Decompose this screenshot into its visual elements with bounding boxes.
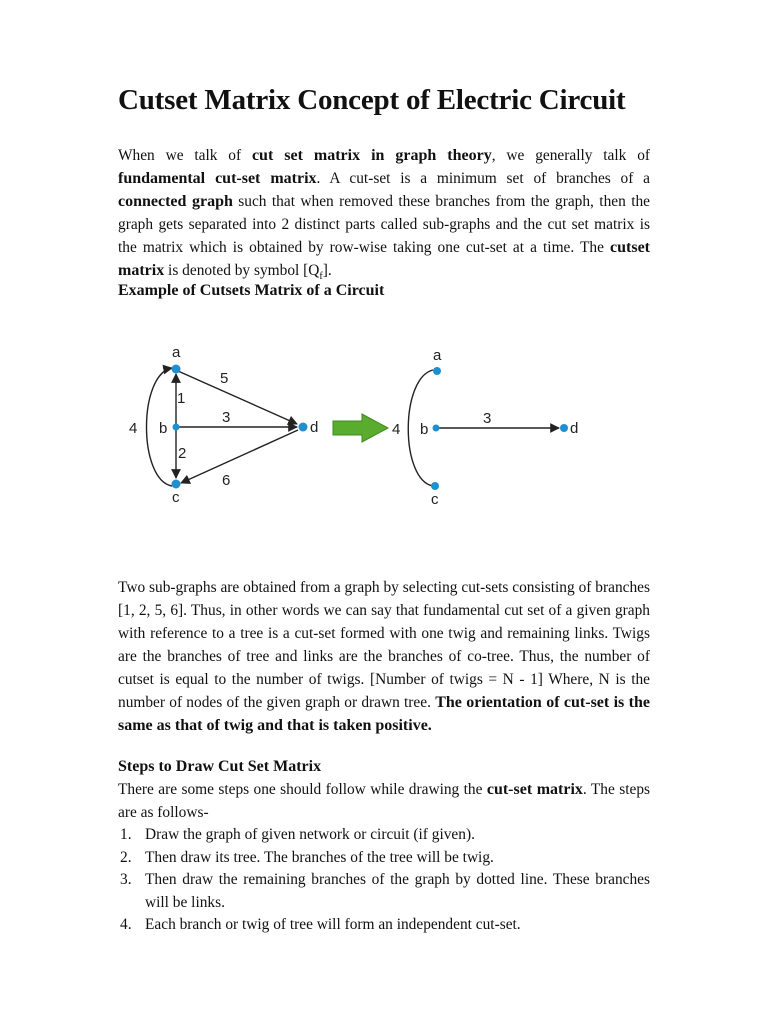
right-node-a-label: a	[433, 347, 442, 364]
intro-bold-2: fundamental cut-set matrix	[118, 170, 317, 187]
branch-4-label: 4	[129, 420, 138, 437]
step-number: 3.	[120, 871, 132, 888]
branch-5-line	[178, 371, 297, 424]
right-graph	[392, 347, 578, 508]
branch-1-label: 1	[177, 390, 186, 407]
intro-text-3: . A cut-set is a minimum set of branches of a	[316, 170, 651, 187]
steps-intro-paragraph	[118, 778, 650, 824]
right-node-a-dot	[433, 367, 441, 375]
node-b-label: b	[159, 420, 168, 437]
node-a-label: a	[172, 344, 181, 361]
steps-heading: Steps to Draw Cut Set Matrix	[118, 758, 322, 775]
right-node-c-label: c	[431, 491, 439, 508]
steps-intro-text-2: . The steps are as follows-	[118, 781, 651, 821]
left-graph	[129, 344, 318, 506]
steps-intro-bold: cut-set matrix	[486, 781, 583, 798]
cutset-diagram	[0, 330, 768, 520]
step-text: Each branch or twig of tree will form an independent cut-set.	[145, 916, 521, 933]
intro-paragraph	[118, 144, 650, 288]
step-text: Draw the graph of given network or circuit (if given).	[145, 826, 475, 843]
right-node-b-label: b	[420, 421, 429, 438]
explanation-text: Two sub-graphs are obtained from a graph by selecting cut-sets consisting of branches [1, 2, 5, 6]. Thus, in other words we can say that fundamental cut set of a given graph with reference to a tree is a cut-set formed with one twig and remaining links. Twigs are the branches of tree and links are the branches of co-tree. Thus, the number of cutset is equal to the number of twigs. [Number of twigs = N - 1] Where, N is the number of nodes of the given graph or drawn tree.	[118, 579, 650, 711]
steps-list	[120, 824, 650, 937]
step-number: 1.	[120, 826, 132, 843]
intro-text-1: When we talk of	[118, 147, 252, 164]
step-text: Then draw the remaining branches of the graph by dotted line. These branches will be links.	[145, 871, 650, 911]
branch-6-label: 6	[222, 472, 231, 489]
branch-6-line	[181, 430, 298, 483]
right-branch-3-label: 3	[483, 410, 492, 427]
explanation-paragraph	[118, 576, 650, 737]
intro-subscript: f	[319, 271, 323, 283]
intro-text-5: is denoted by symbol [Q	[164, 262, 320, 279]
step-number: 4.	[120, 916, 132, 933]
branch-3-label: 3	[222, 409, 231, 426]
step-number: 2.	[120, 848, 132, 866]
right-node-d-dot	[560, 424, 568, 432]
right-node-c-dot	[431, 482, 439, 490]
intro-bold-1: cut set matrix in graph theory	[251, 147, 492, 164]
node-c-dot	[172, 480, 181, 489]
list-item	[120, 824, 650, 847]
explanation-bold: The orientation of cut-set is the same as that of twig and that is taken positive.	[118, 694, 650, 734]
step-text: Then draw its tree. The branches of the tree will be twig.	[145, 848, 494, 866]
list-item	[120, 847, 650, 870]
node-d-dot	[299, 423, 308, 432]
list-item	[120, 914, 650, 937]
right-node-b-dot	[433, 425, 440, 432]
node-c-label: c	[172, 489, 180, 506]
right-branch-4-label: 4	[392, 421, 401, 438]
intro-text-4: such that when removed these branches from the graph, then the graph gets separated into 2 distinct parts called sub-graphs and the cut set matrix is the matrix which is obtained by row-wise taking one cut-set at a time. The	[118, 193, 650, 256]
transform-arrow	[333, 414, 388, 442]
intro-text-6: ].	[322, 262, 332, 279]
right-node-d-label: d	[570, 420, 579, 437]
node-b-dot	[173, 424, 180, 431]
steps-intro-text-1: There are some steps one should follow while drawing the	[118, 781, 487, 798]
page-title: Cutset Matrix Concept of Electric Circuit	[118, 84, 626, 116]
node-a-dot	[172, 365, 181, 374]
node-d-label: d	[310, 419, 319, 436]
intro-text-2: , we generally talk of	[491, 147, 651, 164]
branch-2-label: 2	[178, 445, 187, 462]
intro-bold-4: cutset matrix	[118, 239, 650, 279]
intro-bold-3: connected graph	[118, 193, 233, 210]
example-heading: Example of Cutsets Matrix of a Circuit	[118, 282, 385, 299]
branch-5-label: 5	[220, 370, 229, 387]
list-item	[120, 869, 650, 914]
